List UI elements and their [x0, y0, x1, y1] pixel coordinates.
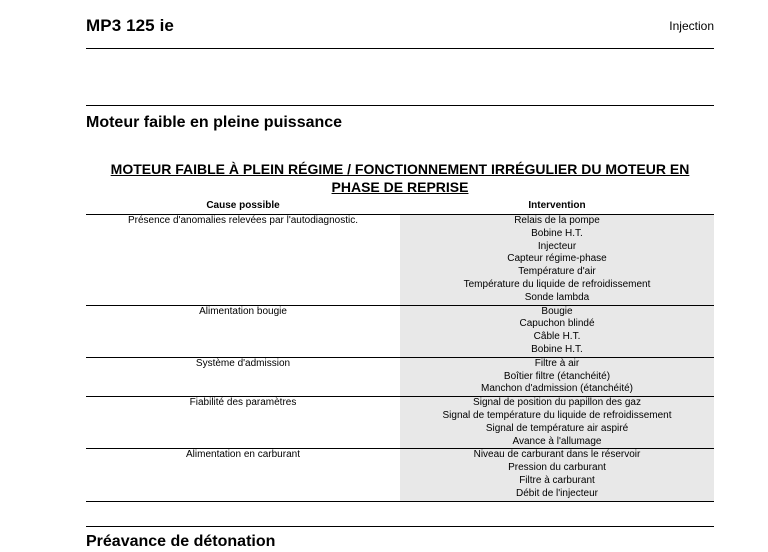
intervention-item: Avance à l'allumage — [512, 435, 602, 447]
intervention-item: Température du liquide de refroidissement — [463, 278, 651, 290]
cause-cell: Présence d'anomalies relevées par l'autodiagnostic. — [86, 215, 400, 305]
intervention-item: Câble H.T. — [533, 331, 581, 343]
section-heading: Moteur faible en pleine puissance — [86, 114, 343, 131]
intervention-item: Niveau de carburant dans le réservoir — [473, 449, 641, 461]
intervention-item: Filtre à air — [534, 357, 580, 369]
intervention-item: Bougie — [541, 305, 573, 317]
intervention-cell — [400, 449, 714, 500]
intervention-item: Manchon d'admission (étanchéité) — [481, 383, 633, 395]
table-row — [86, 449, 714, 501]
header-cause: Cause possible — [206, 200, 280, 211]
intervention-cell — [400, 215, 714, 305]
next-section-rule — [86, 526, 714, 527]
intervention-item: Capuchon blindé — [519, 318, 595, 330]
section-rule — [86, 105, 714, 106]
cause-cell: Alimentation en carburant — [86, 449, 400, 500]
intervention-item: Signal de position du papillon des gaz — [473, 397, 641, 409]
intervention-item: Signal de température air aspiré — [485, 422, 629, 434]
intervention-item: Filtre à carburant — [519, 474, 595, 486]
intervention-item: Relais de la pompe — [514, 215, 600, 226]
intervention-item: Débit de l'injecteur — [516, 487, 598, 499]
intervention-cell — [400, 358, 714, 396]
table-header-row — [86, 200, 714, 215]
intervention-item: Signal de température du liquide de refroidissement — [442, 409, 672, 421]
next-section-heading: Préavance de détonation — [86, 533, 276, 550]
intervention-item: Capteur régime-phase — [507, 253, 607, 265]
document-title: MP3 125 ie — [86, 16, 174, 35]
header-rule — [86, 48, 714, 49]
table-body — [86, 215, 714, 502]
table-row — [86, 215, 714, 306]
intervention-item: Pression du carburant — [508, 462, 606, 474]
table-row — [86, 358, 714, 397]
intervention-item: Injecteur — [537, 240, 577, 252]
intervention-cell — [400, 397, 714, 448]
intervention-item: Sonde lambda — [524, 291, 590, 303]
intervention-item: Bobine H.T. — [531, 343, 583, 355]
table-row — [86, 306, 714, 358]
chapter-label: Injection — [669, 19, 714, 33]
cause-cell: Alimentation bougie — [86, 306, 400, 357]
cause-cell: Fiabilité des paramètres — [86, 397, 400, 448]
cause-cell: Système d'admission — [86, 358, 400, 396]
table-row — [86, 397, 714, 449]
table-title: MOTEUR FAIBLE À PLEIN RÉGIME / FONCTIONNEMENT IRRÉGULIER DU MOTEUR EN PHASE DE REPRISE — [110, 161, 690, 195]
intervention-item: Boîtier filtre (étanchéité) — [503, 370, 611, 382]
intervention-cell — [400, 306, 714, 357]
header-intervention: Intervention — [528, 200, 586, 211]
diagnostic-table — [86, 200, 714, 502]
intervention-item: Température d'air — [518, 266, 596, 278]
intervention-item: Bobine H.T. — [531, 227, 583, 239]
